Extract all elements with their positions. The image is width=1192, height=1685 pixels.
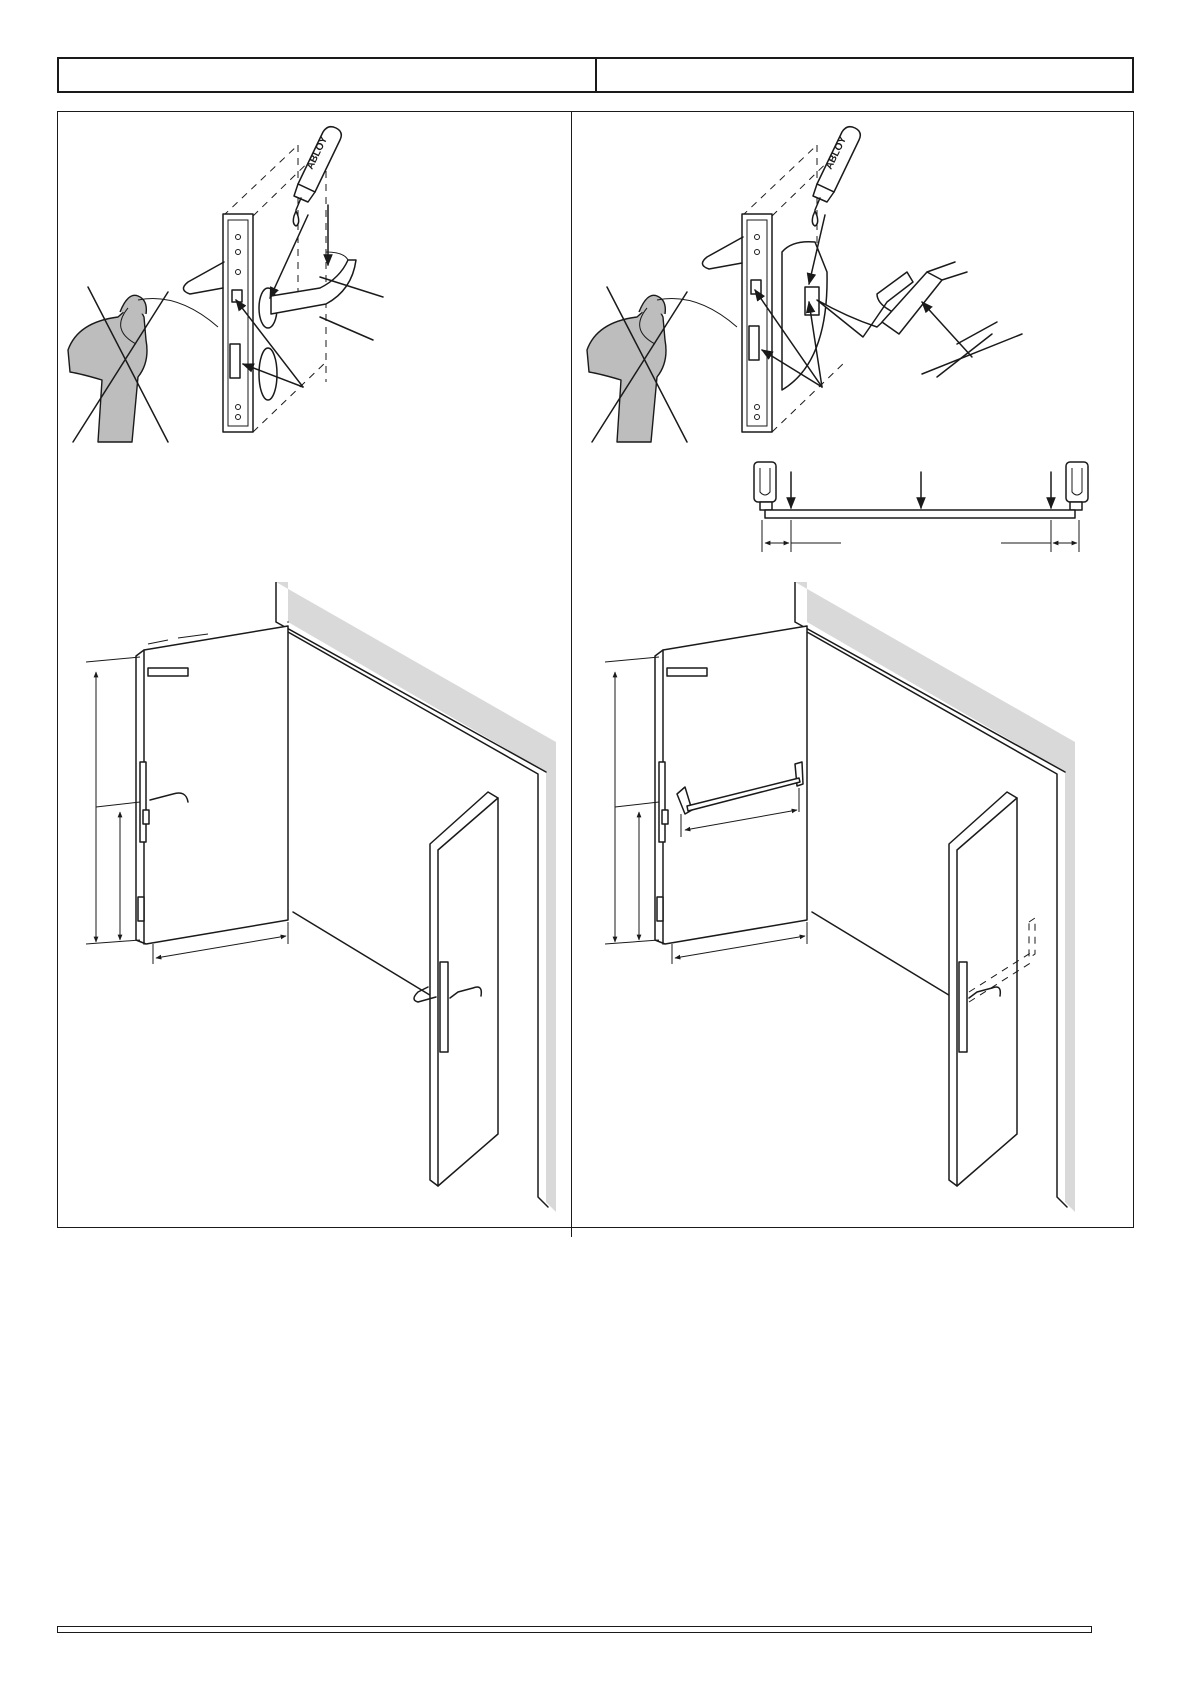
header-cell-left	[59, 59, 595, 91]
header-table	[57, 57, 1134, 93]
door-figure-lever	[58, 582, 568, 1222]
lubrication-figure-lever	[58, 112, 568, 472]
lubricant-brand-label: ABLOY	[304, 135, 331, 172]
panel-divider	[571, 112, 572, 1237]
no-spray-hand-icon	[587, 287, 737, 442]
illustration-panel	[57, 111, 1134, 1228]
panic-bar-schematic	[754, 462, 1088, 552]
lubrication-figure-panic-bar	[577, 112, 1132, 552]
header-cell-right	[595, 59, 1133, 91]
footer-rule	[57, 1626, 1092, 1633]
lubricant-brand-label: ABLOY	[823, 135, 850, 172]
no-spray-hand-icon	[68, 287, 218, 442]
lubricant-bottle-icon	[812, 127, 860, 226]
lubricant-bottle-icon	[293, 127, 341, 226]
door-figure-panic-bar	[577, 582, 1132, 1222]
